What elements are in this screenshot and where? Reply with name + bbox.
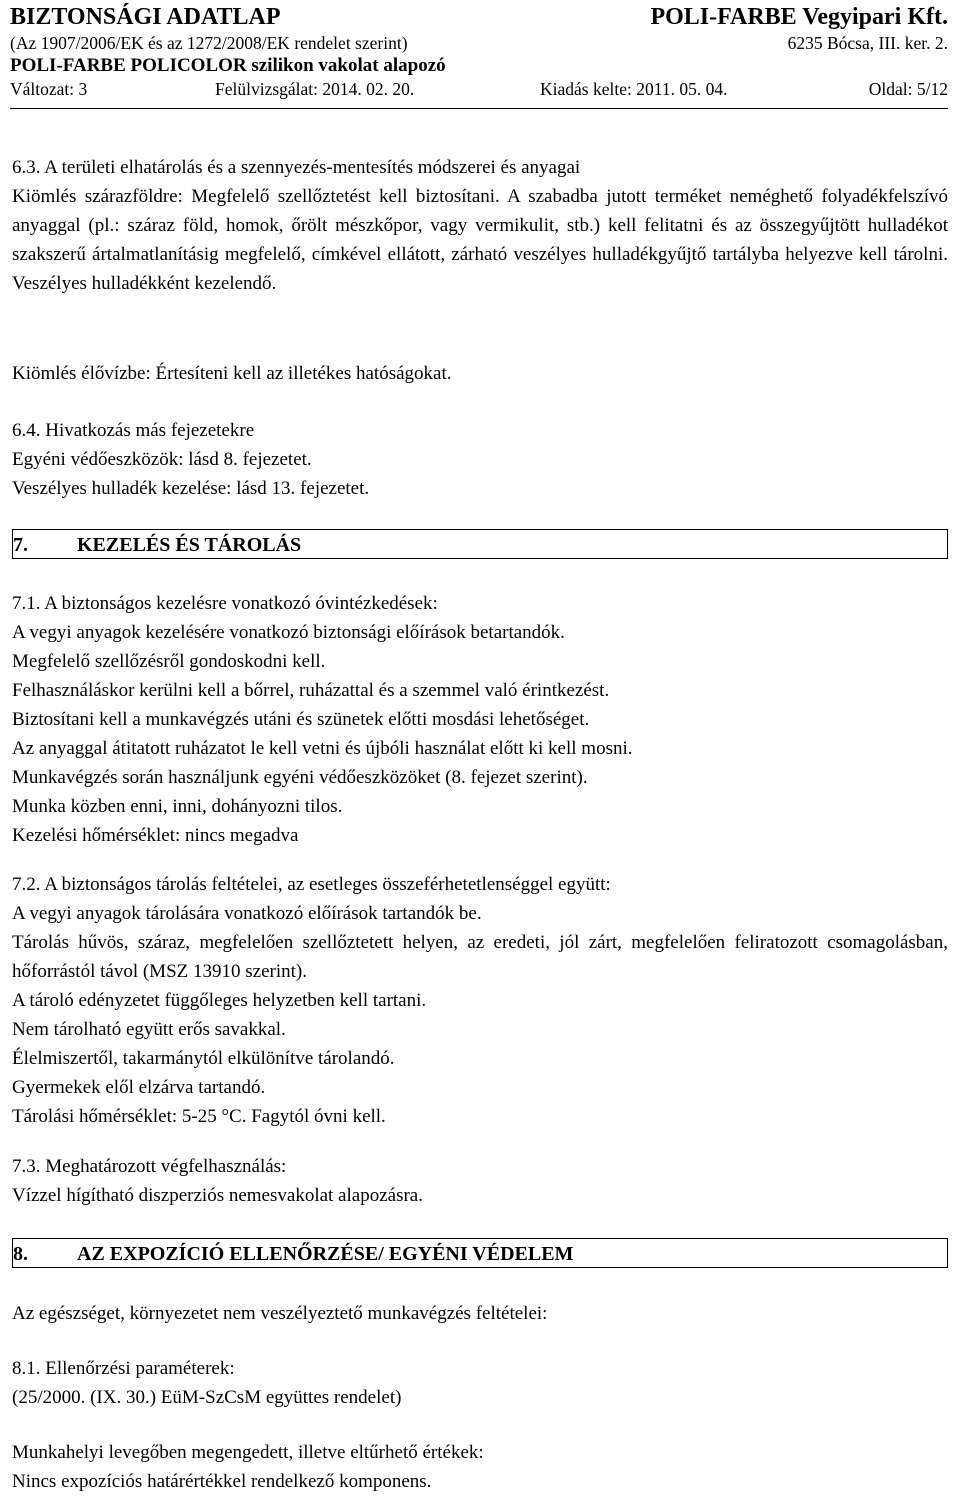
handling-line: Kezelési hőmérséklet: nincs megadva xyxy=(12,825,299,846)
document-header xyxy=(10,2,948,100)
use-line: Vízzel hígítható diszperziós nemesvakolat alapozásra. xyxy=(12,1185,423,1206)
handling-line: Felhasználáskor kerülni kell a bőrrel, ruházattal és a szemmel való érintkezést. xyxy=(12,680,610,701)
storage-line: Nem tárolható együtt erős savakkal. xyxy=(12,1019,286,1040)
reference-line: Egyéni védőeszközök: lásd 8. fejezetet. xyxy=(12,449,312,470)
limits-value: Nincs expozíciós határértékkel rendelkező komponens. xyxy=(12,1471,432,1492)
regulation-note: (Az 1907/2006/EK és az 1272/2008/EK rendelet szerint) xyxy=(10,33,408,53)
handling-line: A vegyi anyagok kezelésére vonatkozó biztonsági előírások betartandók. xyxy=(12,622,565,643)
section-heading-box xyxy=(12,529,948,559)
exposure-limits xyxy=(12,1438,948,1496)
revision-date: Felülvizsgálat: 2014. 02. 20. xyxy=(215,79,415,99)
header-divider xyxy=(10,108,948,109)
version-label: Változat: 3 xyxy=(10,79,88,99)
section-7-3 xyxy=(12,1152,948,1210)
limits-title: Munkahelyi levegőben megengedett, illetve eltűrhető értékek: xyxy=(12,1442,484,1463)
section-8-heading xyxy=(12,1238,948,1268)
page-number: Oldal: 5/12 xyxy=(868,79,948,99)
section-heading-text: KEZELÉS ÉS TÁROLÁS xyxy=(77,534,302,556)
section-heading-text: AZ EXPOZÍCIÓ ELLENŐRZÉSE/ EGYÉNI VÉDELEM xyxy=(77,1243,574,1265)
section-8-intro xyxy=(12,1299,948,1328)
company-name: POLI-FARBE Vegyipari Kft. xyxy=(650,4,948,30)
storage-line: A tároló edényzetet függőleges helyzetben kell tartani. xyxy=(12,990,427,1011)
storage-line: Élelmiszertől, takarmánytól elkülönítve tárolandó. xyxy=(12,1048,395,1069)
section-7-1 xyxy=(12,589,948,850)
section-6-4 xyxy=(12,416,948,503)
handling-line: Az anyaggal átitatott ruházatot le kell vetni és újbóli használat előtt ki kell mosni. xyxy=(12,738,633,759)
reference-line: Veszélyes hulladék kezelése: lásd 13. fejezetet. xyxy=(12,478,370,499)
company-address: 6235 Bócsa, III. ker. 2. xyxy=(787,33,948,53)
handling-line: Munkavégzés során használjunk egyéni védőeszközöket (8. fejezet szerint). xyxy=(12,767,588,788)
spill-water-text: Kiömlés élővízbe: Értesíteni kell az illetékes hatóságokat. xyxy=(12,363,452,384)
section-title: 7.1. A biztonságos kezelésre vonatkozó óvintézkedések: xyxy=(12,593,438,614)
section-heading-box xyxy=(12,1238,948,1268)
handling-line: Munka közben enni, inni, dohányozni tilos. xyxy=(12,796,343,817)
intro-line: Az egészséget, környezetet nem veszélyeztető munkavégzés feltételei: xyxy=(12,1303,548,1324)
issue-date: Kiadás kelte: 2011. 05. 04. xyxy=(540,79,728,99)
section-7-2 xyxy=(12,870,948,1131)
section-title: 7.3. Meghatározott végfelhasználás: xyxy=(12,1156,287,1177)
handling-line: Biztosítani kell a munkavégzés utáni és szünetek előtti mosdási lehetőséget. xyxy=(12,709,590,730)
spill-water xyxy=(12,359,948,388)
section-number: 7. xyxy=(13,534,28,556)
document-title: BIZTONSÁGI ADATLAP xyxy=(10,4,281,30)
section-title: 8.1. Ellenőrzési paraméterek: xyxy=(12,1358,235,1379)
section-title: 6.3. A területi elhatárolás és a szennyezés-mentesítés módszerei és anyagai xyxy=(12,157,581,178)
spill-land-paragraph: Kiömlés szárazföldre: Megfelelő szellőztetést kell biztosítani. A szabadba jutott terméket neméghető folyadékfelszívó anyaggal (pl.: száraz föld, homok, őrölt mészkőpor, vagy vermikulit, stb.) kell felitatni és az összegyűjtött hulladékot szakszerű ártalmatlanításig megfelelő, címkével ellátott, zárható veszélyes hulladékgyűjtő tartályba helyezve kell tárolni. Veszélyes hulladékként kezelendő. xyxy=(12,186,948,294)
handling-line: Megfelelő szellőzésről gondoskodni kell. xyxy=(12,651,326,672)
storage-line: Gyermekek elől elzárva tartandó. xyxy=(12,1077,266,1098)
section-title: 6.4. Hivatkozás más fejezetekre xyxy=(12,420,255,441)
storage-line: Tárolási hőmérséklet: 5-25 °C. Fagytól óvni kell. xyxy=(12,1106,386,1127)
section-number: 8. xyxy=(13,1243,28,1265)
product-name: POLI-FARBE POLICOLOR szilikon vakolat alapozó xyxy=(10,55,446,76)
section-7-heading xyxy=(12,529,948,559)
section-8-1 xyxy=(12,1354,948,1412)
storage-paragraph: Tárolás hűvös, száraz, megfelelően szellőztetett helyen, az eredeti, jól zárt, megfelelően feliratozott csomagolásban, hőforrástól távol (MSZ 13910 szerint). xyxy=(12,932,948,982)
regulation-reference: (25/2000. (IX. 30.) EüM-SzCsM együttes rendelet) xyxy=(12,1387,402,1408)
storage-line: A vegyi anyagok tárolására vonatkozó előírások tartandók be. xyxy=(12,903,482,924)
section-title: 7.2. A biztonságos tárolás feltételei, az esetleges összeférhetetlenséggel együtt: xyxy=(12,874,611,895)
section-6-3 xyxy=(12,153,948,298)
